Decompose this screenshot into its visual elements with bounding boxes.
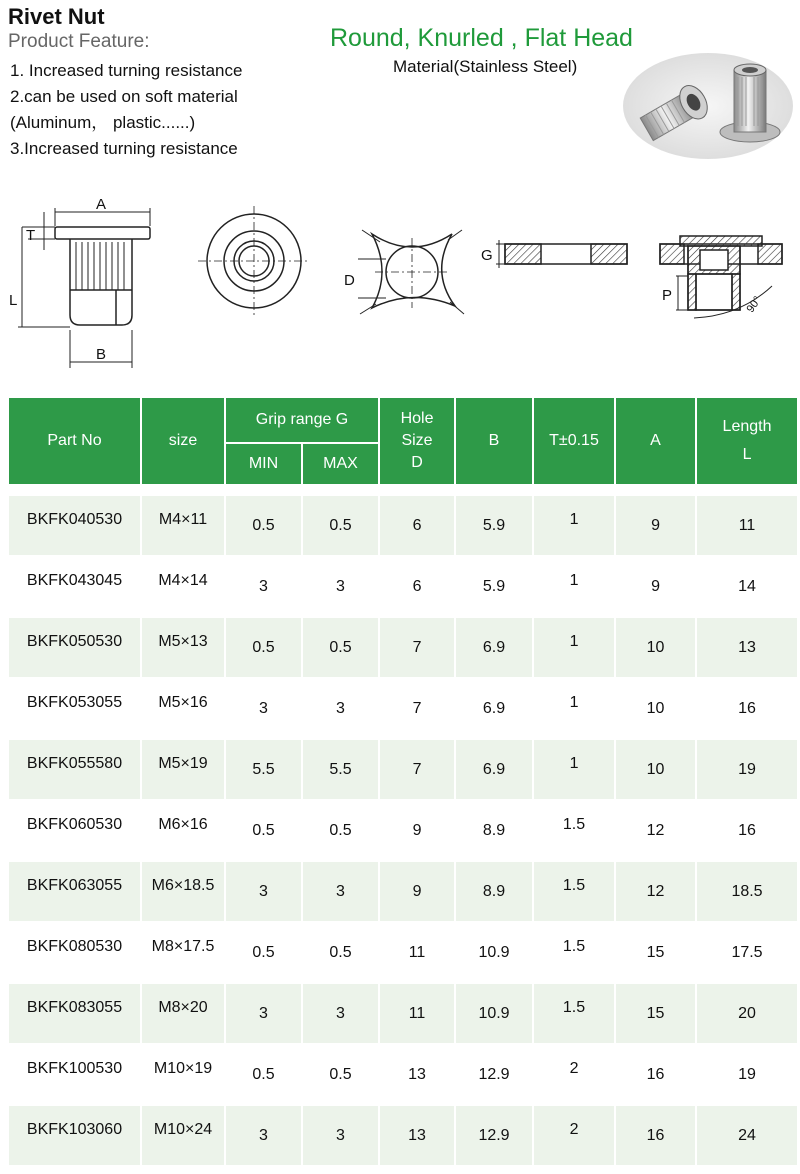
- cell-part-no: BKFK060530: [26, 815, 123, 833]
- table-row: [9, 1045, 797, 1104]
- header-min: MIN: [226, 444, 301, 484]
- cell-min: 3: [259, 699, 268, 717]
- cell-b: 6.9: [456, 740, 532, 799]
- cell-hole-size: 6: [412, 577, 422, 595]
- dimension-label-l: L: [9, 292, 18, 309]
- cell-a: 15: [646, 943, 665, 961]
- cell-part-no: BKFK080530: [26, 937, 123, 955]
- cell-a: 12: [616, 862, 695, 921]
- table-row: [9, 557, 797, 616]
- rivet-nut-photo: [622, 52, 794, 160]
- cell-part-no: BKFK040530: [9, 496, 140, 555]
- cell-t: 1: [569, 693, 579, 711]
- cell-max: 3: [303, 984, 378, 1043]
- dimension-label-a: A: [95, 196, 107, 213]
- cell-max: 3: [303, 1106, 378, 1165]
- feature-item: 2.can be used on soft material: [10, 87, 238, 106]
- table-row: [9, 862, 797, 921]
- cell-min: 0.5: [252, 943, 275, 961]
- cell-part-no: BKFK055580: [9, 740, 140, 799]
- cell-min: 0.5: [226, 496, 301, 555]
- cell-t: 1.5: [534, 862, 614, 921]
- cell-size: M8×17.5: [151, 937, 215, 955]
- feature-item: (Aluminum， plastic......): [10, 113, 196, 132]
- cell-a: 16: [616, 1106, 695, 1165]
- table-row: [9, 618, 797, 677]
- cell-hole-size: 7: [380, 618, 454, 677]
- cell-length: 20: [697, 984, 797, 1043]
- cell-hole-size: 7: [380, 740, 454, 799]
- cell-hole-size: 7: [412, 699, 422, 717]
- cell-t: 1: [569, 571, 579, 589]
- cell-max: 0.5: [303, 618, 378, 677]
- cell-t: 1.5: [562, 815, 586, 833]
- cell-min: 0.5: [226, 618, 301, 677]
- table-row: [9, 496, 797, 555]
- cell-size: M10×19: [153, 1059, 213, 1077]
- cell-min: 0.5: [252, 821, 275, 839]
- cell-max: 0.5: [329, 821, 352, 839]
- header-t: T±0.15: [534, 398, 614, 484]
- cell-t: 1: [534, 618, 614, 677]
- table-row: [9, 801, 797, 860]
- cell-b: 8.9: [456, 862, 532, 921]
- cell-size: M10×24: [142, 1106, 224, 1165]
- dimension-label-t: T: [26, 227, 36, 244]
- cell-t: 2: [569, 1059, 579, 1077]
- cell-b: 6.9: [456, 618, 532, 677]
- cell-length: 16: [738, 699, 756, 717]
- header-hole-size: Hole Size D: [380, 398, 454, 484]
- header-max: MAX: [303, 444, 378, 484]
- cell-min: 3: [226, 984, 301, 1043]
- cell-part-no: BKFK050530: [9, 618, 140, 677]
- cell-b: 12.9: [478, 1065, 510, 1083]
- cell-length: 17.5: [731, 943, 763, 961]
- table-row: [9, 984, 797, 1043]
- cell-max: 3: [336, 699, 345, 717]
- cell-a: 16: [646, 1065, 665, 1083]
- cell-t: 1.5: [562, 937, 586, 955]
- cell-length: 18.5: [697, 862, 797, 921]
- cell-a: 10: [616, 740, 695, 799]
- cell-max: 0.5: [303, 496, 378, 555]
- cell-part-no: BKFK063055: [9, 862, 140, 921]
- page-title: Rivet Nut: [8, 4, 105, 29]
- cell-length: 24: [697, 1106, 797, 1165]
- cell-hole-size: 6: [380, 496, 454, 555]
- cell-t: 1: [534, 496, 614, 555]
- product-feature-heading: Product Feature:: [8, 31, 150, 52]
- dimension-label-g: G: [481, 247, 493, 264]
- cell-b: 6.9: [482, 699, 506, 717]
- cell-size: M6×18.5: [142, 862, 224, 921]
- header-size: size: [142, 398, 224, 484]
- cell-t: 1.5: [534, 984, 614, 1043]
- cell-max: 0.5: [329, 1065, 352, 1083]
- dimension-label-p: P: [662, 287, 673, 304]
- cell-part-no: BKFK083055: [9, 984, 140, 1043]
- cell-b: 10.9: [478, 943, 510, 961]
- cell-min: 3: [226, 1106, 301, 1165]
- cell-hole-size: 13: [380, 1106, 454, 1165]
- cell-length: 11: [697, 496, 797, 555]
- feature-item: 1. Increased turning resistance: [10, 61, 243, 80]
- cell-min: 0.5: [252, 1065, 275, 1083]
- header-length: Length L: [697, 398, 797, 484]
- table-row: [9, 1106, 797, 1165]
- table-row: [9, 679, 797, 738]
- cell-hole-size: 9: [412, 821, 422, 839]
- table-header-row: [9, 398, 797, 442]
- cell-hole-size: 11: [408, 943, 426, 961]
- cell-length: 13: [697, 618, 797, 677]
- cell-b: 5.9: [456, 496, 532, 555]
- head-type-heading: Round, Knurled , Flat Head: [330, 24, 633, 52]
- cell-b: 8.9: [482, 821, 506, 839]
- cell-min: 5.5: [226, 740, 301, 799]
- dimension-label-b: B: [95, 346, 107, 363]
- technical-drawings: [0, 190, 800, 380]
- cell-max: 5.5: [303, 740, 378, 799]
- cell-t: 2: [534, 1106, 614, 1165]
- feature-item: 3.Increased turning resistance: [10, 139, 238, 158]
- cell-size: M6×16: [158, 815, 208, 833]
- spec-table: [7, 396, 799, 1167]
- cell-length: 19: [697, 740, 797, 799]
- cell-a: 15: [616, 984, 695, 1043]
- cell-a: 12: [646, 821, 665, 839]
- cell-b: 5.9: [482, 577, 506, 595]
- cell-length: 16: [738, 821, 756, 839]
- cell-part-no: BKFK043045: [26, 571, 123, 589]
- cell-hole-size: 9: [380, 862, 454, 921]
- cell-a: 9: [651, 577, 660, 595]
- cell-length: 14: [738, 577, 756, 595]
- cell-hole-size: 11: [380, 984, 454, 1043]
- angle-label: 90°: [744, 294, 764, 315]
- header-a: A: [616, 398, 695, 484]
- feature-list: [10, 58, 242, 162]
- cell-size: M4×11: [142, 496, 224, 555]
- table-row: [9, 740, 797, 799]
- table-row: [9, 923, 797, 982]
- cell-max: 3: [303, 862, 378, 921]
- cell-b: 12.9: [456, 1106, 532, 1165]
- cell-t: 1: [534, 740, 614, 799]
- header-grip-range: Grip range G: [226, 398, 378, 442]
- cell-part-no: BKFK100530: [26, 1059, 123, 1077]
- cell-a: 9: [616, 496, 695, 555]
- dimension-label-d: D: [344, 272, 355, 289]
- cell-b: 10.9: [456, 984, 532, 1043]
- cell-min: 3: [226, 862, 301, 921]
- cell-size: M4×14: [158, 571, 208, 589]
- cell-a: 10: [616, 618, 695, 677]
- cell-min: 3: [259, 577, 268, 595]
- material-label: Material(Stainless Steel): [393, 57, 578, 76]
- cell-max: 3: [336, 577, 345, 595]
- cell-size: M8×20: [142, 984, 224, 1043]
- header-part-no: Part No: [9, 398, 140, 484]
- cell-part-no: BKFK053055: [26, 693, 123, 711]
- cell-size: M5×16: [158, 693, 208, 711]
- cell-hole-size: 13: [408, 1065, 426, 1083]
- header-b: B: [456, 398, 532, 484]
- cell-length: 19: [738, 1065, 756, 1083]
- cell-a: 10: [646, 699, 665, 717]
- cell-size: M5×19: [142, 740, 224, 799]
- cell-part-no: BKFK103060: [9, 1106, 140, 1165]
- cell-size: M5×13: [142, 618, 224, 677]
- cell-max: 0.5: [329, 943, 352, 961]
